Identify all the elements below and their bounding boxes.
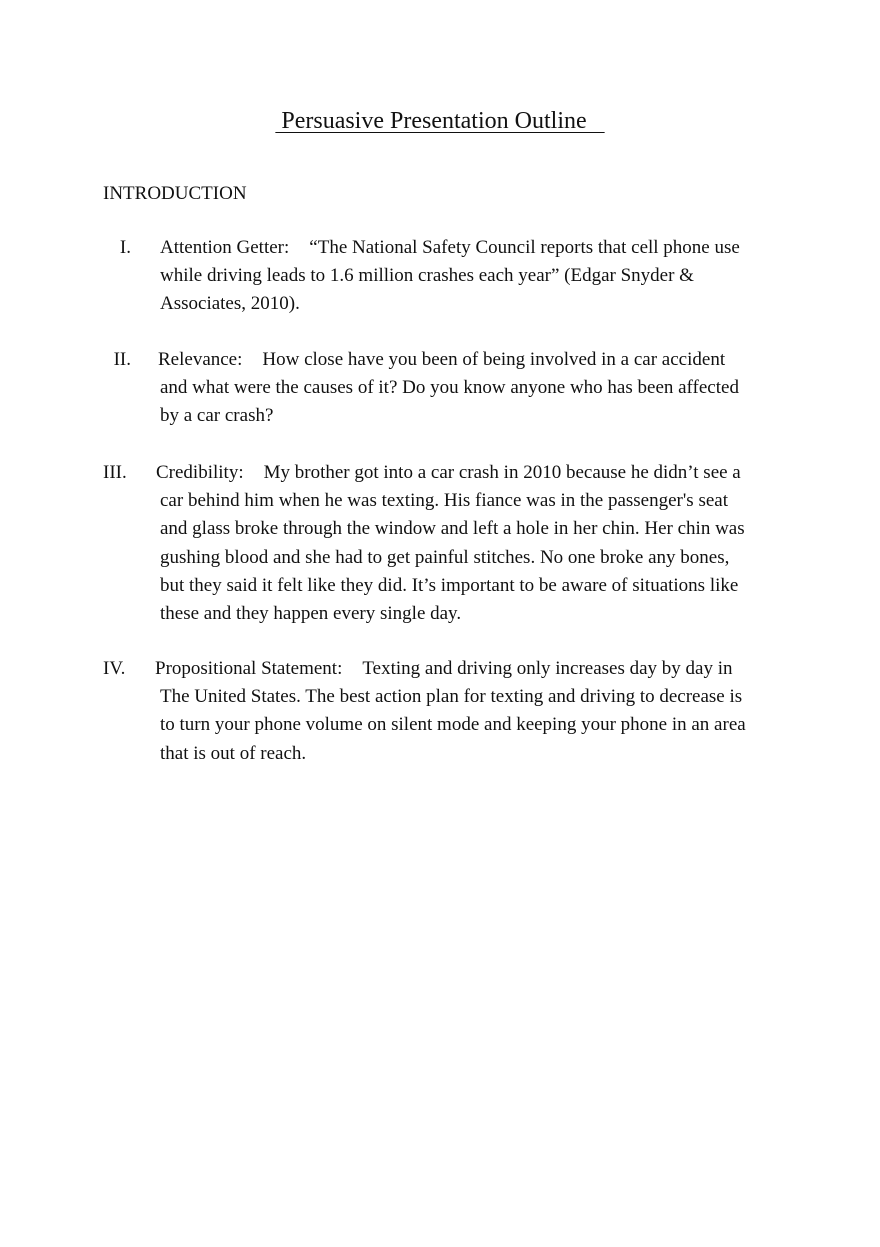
page-title [0, 106, 880, 136]
item-text-line: these and they happen every single day. [160, 603, 462, 625]
section-heading-introduction: INTRODUCTION [103, 183, 247, 204]
item-first-line [103, 234, 793, 262]
item-numeral: I. [119, 237, 131, 258]
item-label: Propositional Statement: [155, 658, 343, 679]
item-text-line: Texting and driving only increases day by day in [362, 658, 733, 679]
item-text-line: that is out of reach. [160, 742, 307, 764]
item-text-line: Associates, 2010). [160, 293, 300, 315]
outline-item-relevance [103, 346, 793, 431]
item-numeral: IV. [103, 658, 126, 679]
item-text-line: “The National Safety Council reports that cell phone use [309, 237, 740, 258]
item-text-line: gushing blood and she had to get painful stitches. No one broke any bones, [160, 546, 730, 568]
item-text-line: The United States. The best action plan for texting and driving to decrease is [160, 686, 743, 708]
outline-item-attention-getter [103, 234, 793, 319]
outline-item-credibility [103, 459, 793, 628]
item-first-line [103, 459, 793, 487]
item-text-line: car behind him when he was texting. His fiance was in the passenger's seat [160, 490, 728, 512]
item-text-line: My brother got into a car crash in 2010 because he didn’t see a [263, 462, 741, 483]
item-text-line: to turn your phone volume on silent mode and keeping your phone in an area [160, 714, 746, 736]
page-title-text: Persuasive Presentation Outline [275, 108, 605, 134]
item-text-line: and what were the causes of it? Do you know anyone who has been affected [160, 377, 739, 399]
item-first-line [103, 655, 793, 683]
item-text-line: but they said it felt like they did. It’s important to be aware of situations like [160, 574, 739, 596]
item-label: Credibility: [156, 462, 244, 483]
item-numeral: III. [103, 462, 127, 483]
item-text-line: How close have you been of being involved in a car accident [262, 349, 726, 370]
item-text-line: and glass broke through the window and left a hole in her chin. Her chin was [160, 518, 745, 540]
item-text-line: while driving leads to 1.6 million crashes each year” (Edgar Snyder & [160, 265, 694, 287]
item-numeral: II. [113, 349, 131, 370]
item-label: Attention Getter: [160, 237, 290, 258]
item-text-line: by a car crash? [160, 405, 274, 427]
item-first-line [103, 346, 793, 374]
outline-item-propositional-statement [103, 655, 793, 768]
item-label: Relevance: [158, 349, 243, 370]
